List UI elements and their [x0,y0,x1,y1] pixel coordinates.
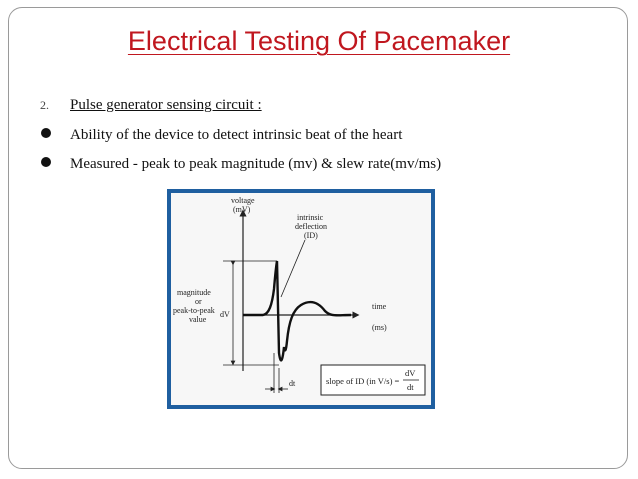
deflection-label: (ID) [304,231,318,240]
numbered-item [40,97,262,114]
item-heading: Pulse generator sensing circuit : [70,97,262,113]
waveform-diagram [171,193,431,405]
magnitude-label: magnitude [177,288,211,297]
bullet-text: Ability of the device to detect intrinsic beat of the heart [70,127,403,143]
bullet-item [40,127,402,144]
waveform-trace [243,261,351,360]
slope-numerator: dV [405,368,416,378]
magnitude-label: value [189,315,207,324]
y-axis-label: voltage [231,196,255,205]
dv-label: dV [220,310,230,319]
bullet-text: Measured - peak to peak magnitude (mv) & slew rate(mv/ms) [70,156,442,172]
x-axis-unit: (ms) [372,323,387,332]
sensing-waveform-figure [167,189,435,409]
x-axis-label: time [372,302,387,311]
deflection-label: intrinsic [297,213,324,222]
item-number: 2. [40,98,49,112]
deflection-label: deflection [295,222,327,231]
bullet-item [40,156,441,173]
slope-label: slope of ID (in V/s) = [326,376,400,386]
slide-title: Electrical Testing Of Pacemaker [127,26,511,56]
magnitude-label: peak-to-peak [173,306,215,315]
deflection-pointer [281,240,305,297]
dt-label: dt [289,379,296,388]
magnitude-label: or [195,297,202,306]
y-axis-unit: (mV) [233,205,251,214]
slope-denominator: dt [407,382,414,392]
